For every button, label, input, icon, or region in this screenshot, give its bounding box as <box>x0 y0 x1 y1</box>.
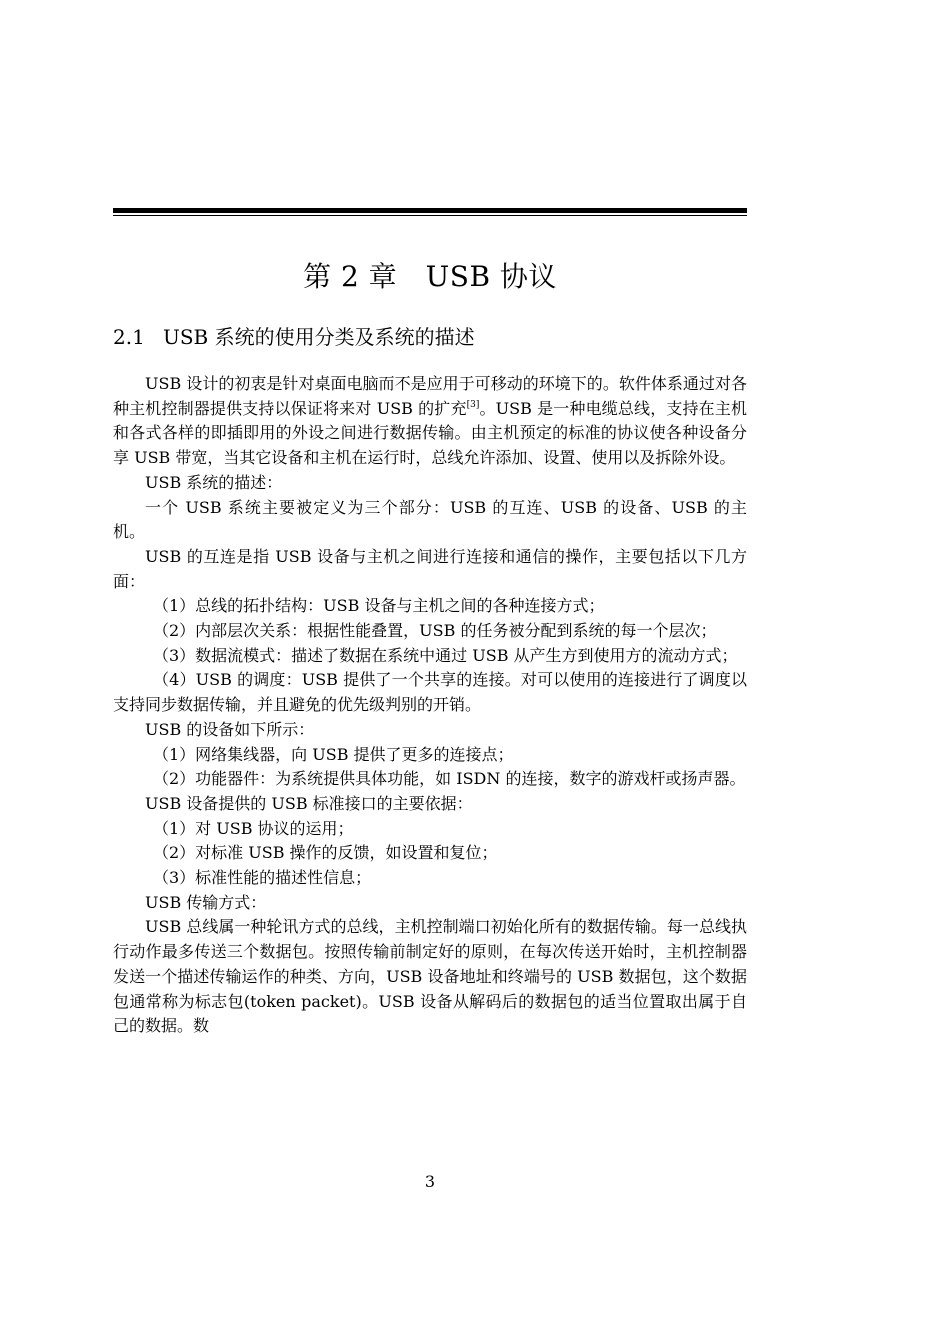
list-item: （2）功能器件：为系统提供具体功能，如 ISDN 的连接，数字的游戏杆或扬声器。 <box>153 769 746 789</box>
section-title: USB 系统的使用分类及系统的描述 <box>163 325 475 349</box>
paragraph: USB 总线属一种轮讯方式的总线，主机控制端口初始化所有的数据传输。每一总线执行动作最多传送三个数据包。按照传输前制定好的原则，在每次传送开始时，主机控制器发送一个描述传输运作的种类、方向，USB 设备地址和终端号的 USB 数据包，这个数据包通常称为标志包(token packet)。USB 设备从解码后的数据包的适当位置取出属于自己的数据。数 <box>113 917 747 1036</box>
list-item: （1）对 USB 协议的运用； <box>153 818 354 838</box>
chapter-title: 第 2 章 USB 协议 <box>303 260 557 293</box>
paragraph: 一个 USB 系统主要被定义为三个部分：USB 的互连、USB 的设备、USB 的主机。 <box>113 497 747 542</box>
list-item: （3）数据流模式：描述了数据在系统中通过 USB 从产生方到使用方的流动方式； <box>153 645 738 665</box>
body-text <box>113 372 747 1039</box>
chapter-rule-thin <box>113 215 747 216</box>
chapter-rule-thick <box>113 208 747 213</box>
citation-ref: [3] <box>466 399 480 410</box>
list-item: （2）内部层次关系：根据性能叠置，USB 的任务被分配到系统的每一个层次； <box>153 621 717 641</box>
paragraph: USB 的互连是指 USB 设备与主机之间进行连接和通信的操作，主要包括以下几方面： <box>113 546 747 591</box>
list-item: （2）对标准 USB 操作的反馈，如设置和复位； <box>153 843 498 863</box>
list-item: （4）USB 的调度：USB 提供了一个共享的连接。对可以使用的连接进行了调度以支持同步数据传输，并且避免的优先级判别的开销。 <box>113 670 747 715</box>
section-heading <box>113 321 753 350</box>
paragraph-text: USB 设计的初衷是针对桌面电脑而不是应用于可移动的环境下的。软件体系通过对各种主机控制器提供支持以保证将来对 USB 的扩充 <box>113 374 747 418</box>
section-number: 2.1 <box>113 325 145 349</box>
paragraph: USB 设备提供的 USB 标准接口的主要依据： <box>145 793 473 813</box>
paragraph-text: 。USB 是一种电缆总线，支持在主机和各式各样的即插即用的外设之间进行数据传输。由主机预定的标准的协议使各种设备分享 USB 带宽，当其它设备和主机在运行时，总线允许添加、设置、使用以及拆除外设。 <box>113 398 747 468</box>
page-number: 3 <box>424 1172 436 1191</box>
list-item: （1）网络集线器，向 USB 提供了更多的连接点； <box>153 744 514 764</box>
paragraph: USB 传输方式： <box>145 892 267 912</box>
list-item: （3）标准性能的描述性信息； <box>153 868 372 888</box>
list-item: （1）总线的拓扑结构：USB 设备与主机之间的各种连接方式； <box>153 596 605 616</box>
paragraph: USB 的设备如下所示： <box>145 719 315 739</box>
paragraph: USB 系统的描述： <box>145 472 283 492</box>
paragraph <box>113 372 747 471</box>
